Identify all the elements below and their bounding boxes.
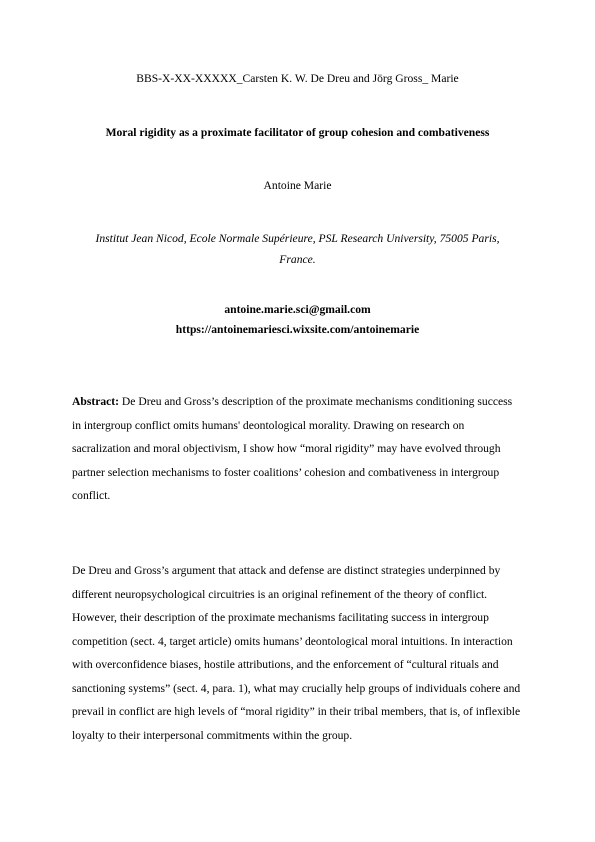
body-paragraph: De Dreu and Gross’s argument that attack and defense are distinct strategies underpinned by different neuropsychological circuitries is an original refinement of the theory of conflict. However, their description of the proximate mechanisms facilitating success in intergroup competition (sect. 4, target article) omits humans’ deontological moral intuitions. In interaction with overconfidence biases, hostile attributions, and the enforcement of “cultural rituals and sanctioning systems” (sect. 4, para. 1), what may crucially help groups of individuals cohere and prevail in conflict are high levels of “moral rigidity” in their tribal members, that is, of inflexible loyalty to their interpersonal commitments within the group. [72, 564, 521, 742]
abstract-paragraph [72, 390, 523, 508]
author-website: https://antoinemariesci.wixsite.com/antoinemarie [175, 323, 420, 336]
affiliation-line-2: France. [279, 252, 316, 266]
abstract-label: Abstract: [72, 395, 120, 408]
abstract-text: De Dreu and Gross’s description of the proximate mechanisms conditioning success in intergroup conflict omits humans' deontological morality. Drawing on research on sacralization and moral objectivism, I show how “moral rigidity” may have evolved through partner selection mechanisms to foster coalitions’ cohesion and combativeness in intergroup conflict. [72, 395, 513, 502]
paper-title: Moral rigidity as a proximate facilitator of group cohesion and combativeness [105, 126, 490, 139]
affiliation-line-1: Institut Jean Nicod, Ecole Normale Supérieure, PSL Research University, 75005 Paris, [95, 232, 500, 245]
author-name: Antoine Marie [263, 179, 332, 192]
author-email: antoine.marie.sci@gmail.com [224, 303, 371, 316]
author-affiliation [72, 229, 523, 270]
running-header: BBS-X-XX-XXXXX_Carsten K. W. De Dreu and Jörg Gross_ Marie [136, 72, 459, 85]
